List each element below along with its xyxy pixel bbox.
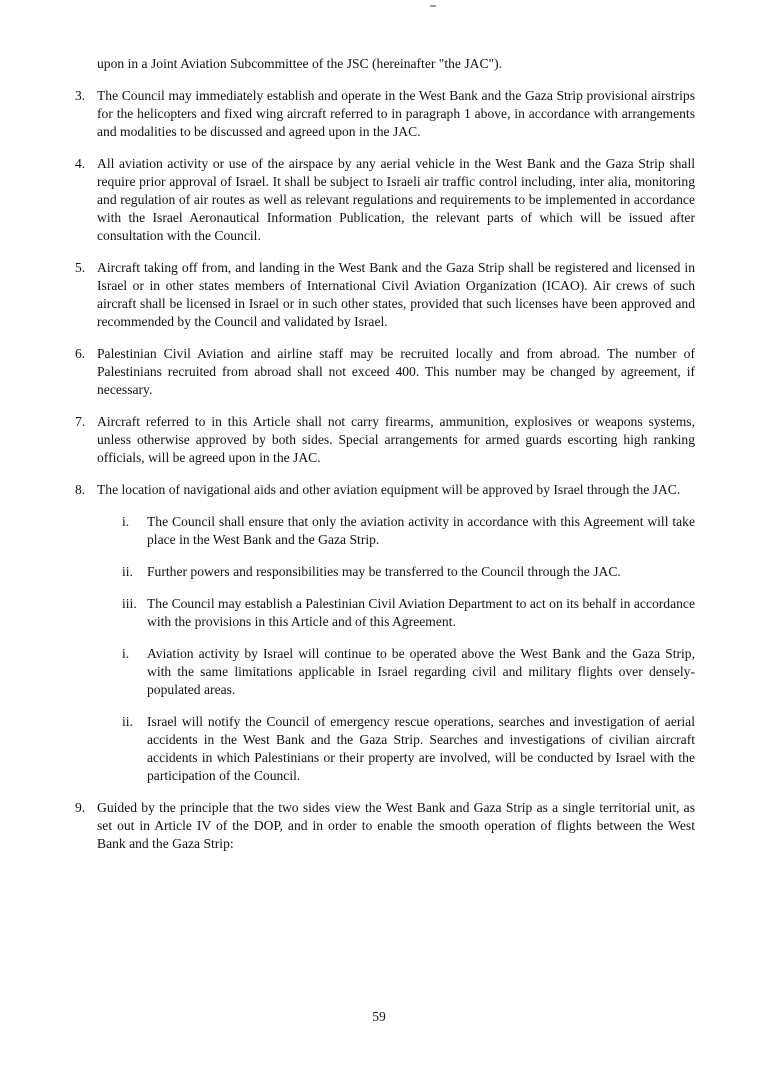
sub-item-text: The Council shall ensure that only the aviation activity in accordance with this Agreement will take place in the West Bank and the Gaza Strip. (147, 514, 695, 547)
sub-item-text: Aviation activity by Israel will continue to be operated above the West Bank and the Gaza Strip, with the same limitations applicable in Israel regarding civil and military flights over densely-populated areas. (147, 646, 695, 697)
sub-item-number: i. (122, 646, 130, 661)
paragraph-continuation (97, 55, 695, 73)
item-number: 7. (75, 414, 86, 429)
page-number: 59 (372, 1009, 386, 1024)
item-text: Guided by the principle that the two sides view the West Bank and Gaza Strip as a single territorial unit, as set out in Article IV of the DOP, and in order to enable the smooth operation of flights between the West Bank and the Gaza Strip: (97, 800, 695, 851)
sub-item-number: iii. (122, 596, 137, 611)
item-number: 9. (75, 800, 86, 815)
item-text: The Council may immediately establish and operate in the West Bank and the Gaza Strip provisional airstrips for the helicopters and fixed wing aircraft referred to in paragraph 1 above, in accordance with arrangements and modalities to be discussed and agreed upon in the JAC. (97, 88, 695, 139)
item-number: 5. (75, 260, 86, 275)
numbered-item-7 (75, 413, 695, 467)
sub-item-iii-1 (122, 595, 695, 631)
sub-item-number: ii. (122, 564, 133, 579)
item-number: 8. (75, 482, 86, 497)
item-number: 3. (75, 88, 86, 103)
item-number: 4. (75, 156, 86, 171)
sub-item-ii-2 (122, 713, 695, 785)
item-text: Palestinian Civil Aviation and airline staff may be recruited locally and from abroad. The number of Palestinians recruited from abroad shall not exceed 400. This number may be changed by agreement, if necessary. (97, 346, 695, 397)
sub-item-text: The Council may establish a Palestinian Civil Aviation Department to act on its behalf in accordance with the provisions in this Article and of this Agreement. (147, 596, 695, 629)
paragraph-text: upon in a Joint Aviation Subcommittee of the JSC (hereinafter "the JAC"). (97, 56, 502, 71)
numbered-item-8 (75, 481, 695, 499)
item-text: Aircraft taking off from, and landing in the West Bank and the Gaza Strip shall be registered and licensed in Israel or in other states members of International Civil Aviation Organization (ICAO). Air crews of such aircraft shall be licensed in Israel or in such other states, provided that such licenses have been approved and recommended by the Council and validated by Israel. (97, 260, 695, 329)
sub-item-number: ii. (122, 714, 133, 729)
sub-item-i-2 (122, 645, 695, 699)
numbered-item-5 (75, 259, 695, 331)
sub-item-ii-1 (122, 563, 695, 581)
sub-item-number: i. (122, 514, 130, 529)
sub-item-i-1 (122, 513, 695, 549)
numbered-item-3 (75, 87, 695, 141)
scan-artifact (430, 5, 436, 7)
item-text: Aircraft referred to in this Article shall not carry firearms, ammunition, explosives or weapons systems, unless otherwise approved by both sides. Special arrangements for armed guards escorting high ranking officials, will be agreed upon in the JAC. (97, 414, 695, 465)
item-number: 6. (75, 346, 86, 361)
item-text: All aviation activity or use of the airspace by any aerial vehicle in the West Bank and the Gaza Strip shall require prior approval of Israel. It shall be subject to Israeli air traffic control including, inter alia, monitoring and regulation of air routes as well as relevant regulations and requirements to be implemented in accordance with the Israel Aeronautical Information Publication, the relevant parts of which will be issued after consultation with the Council. (97, 156, 695, 243)
numbered-item-6 (75, 345, 695, 399)
numbered-item-4 (75, 155, 695, 245)
sub-item-text: Further powers and responsibilities may be transferred to the Council through the JAC. (147, 564, 621, 579)
numbered-item-9 (75, 799, 695, 853)
sub-item-text: Israel will notify the Council of emergency rescue operations, searches and investigation of aerial accidents in the West Bank and the Gaza Strip. Searches and investigations of civilian aircraft accidents in which Palestinians or their property are involved, will be conducted by Israel with the participation of the Council. (147, 714, 695, 783)
item-text: The location of navigational aids and other aviation equipment will be approved by Israel through the JAC. (97, 482, 681, 497)
